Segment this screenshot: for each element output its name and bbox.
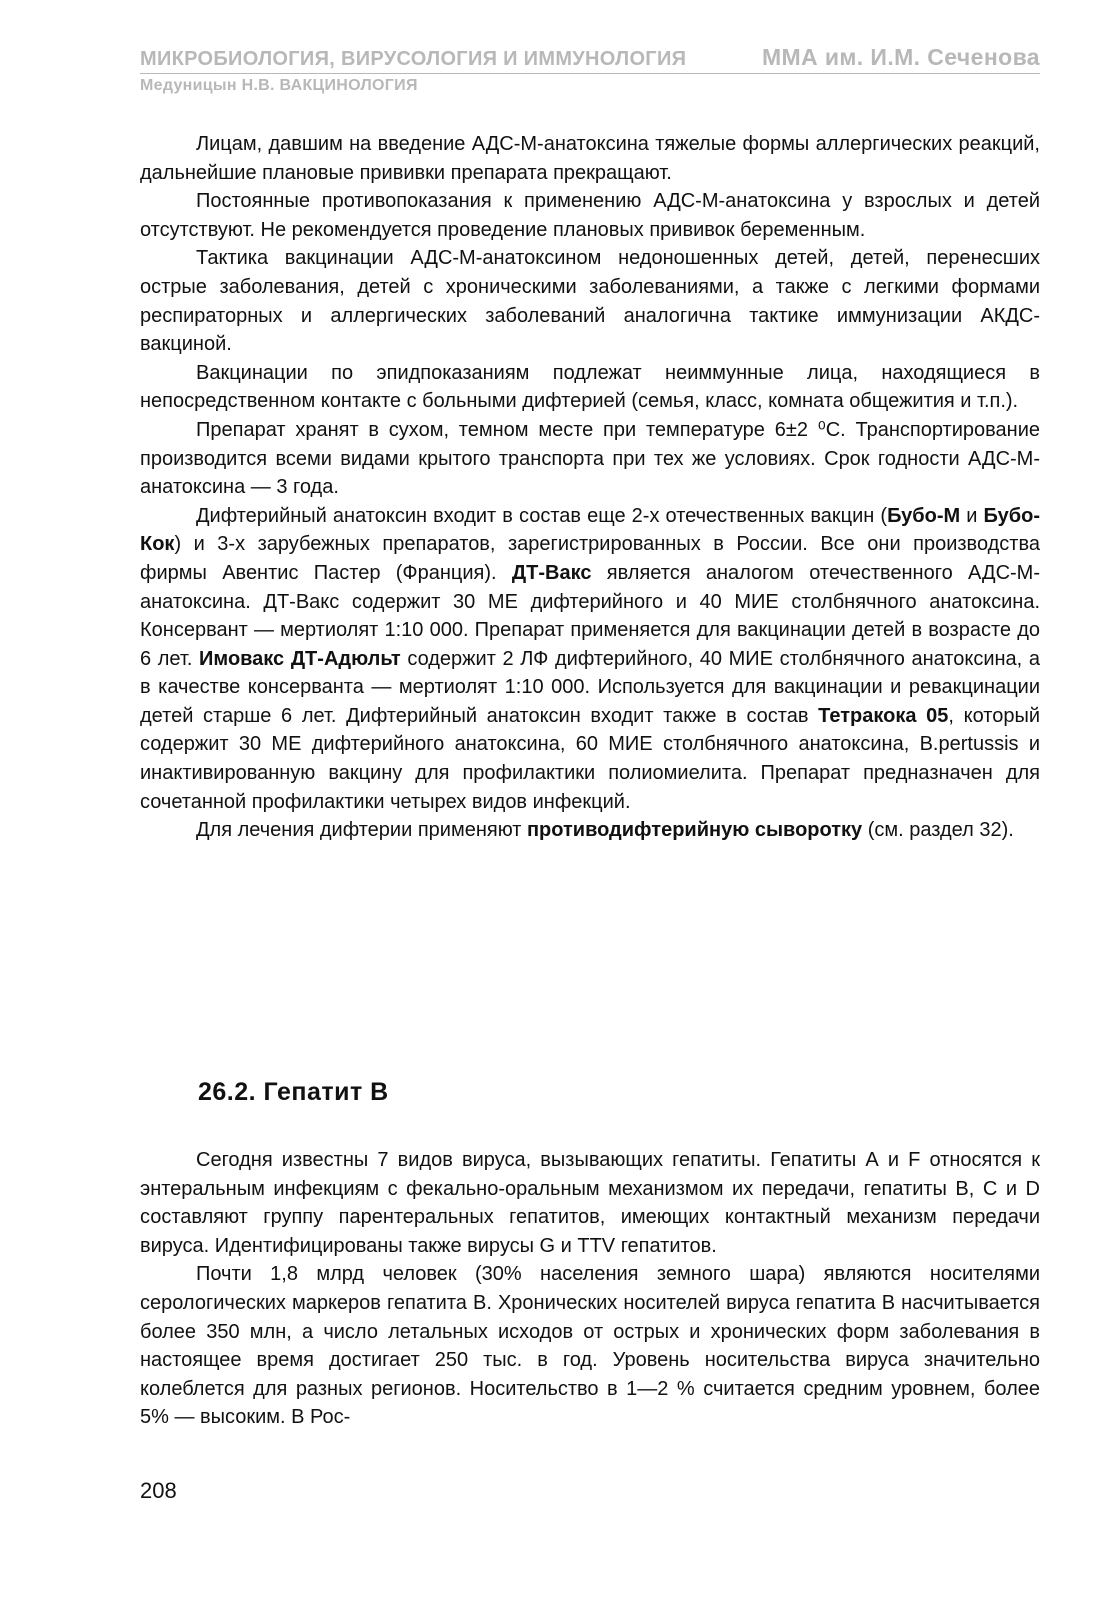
paragraph-text: ) и 3-х зарубежных препаратов, зарегистрированных в России. Все они производства фирмы Авентис Пастер (Франция).	[140, 533, 1040, 584]
running-head-top-line	[140, 44, 1040, 74]
paragraph-text: Дифтерийный анатоксин входит в состав еще 2-х отечественных вакцин (	[196, 504, 888, 527]
paragraph: Постоянные противопоказания к применению АДС-М-анатоксина у взрослых и детей отсутствуют. Не рекомендуется проведение плановых прививок беременным.	[140, 190, 1040, 241]
term-imovaks: Имовакс ДТ-Адюльт	[199, 647, 401, 670]
paragraph-vaccines	[140, 502, 1040, 817]
paragraph: Тактика вакцинации АДС-М-анатоксином недоношенных детей, детей, перенесших острые заболевания, детей с хроническими заболеваниями, а также с легкими формами респираторных и аллергических заболеваний аналогична тактике иммунизации АКДС-вакциной.	[140, 247, 1040, 356]
term-bubo-kok: Бубо-Кок	[140, 504, 1040, 556]
term-dt-vaks: ДТ-Вакс	[511, 561, 592, 584]
page-number: 208	[140, 1478, 177, 1503]
paragraph-text: Для лечения дифтерии применяют	[196, 819, 527, 842]
paragraph-text: содержит 2 ЛФ дифтерийного, 40 МИЕ столбнячного анатоксина, а в качестве консерванта — мертиолят 1:10 000. Используется для вакцинации и ревакцинации детей старше 6 лет. Дифтерийный анатоксин входит также в состав	[140, 647, 1040, 727]
paragraph: Лицам, давшим на введение АДС-М-анатоксина тяжелые формы аллергических реакций, дальнейшие плановые прививки препарата прекращают.	[140, 133, 1040, 184]
paragraph-text: является аналогом отечественного АДС-М-анатоксина. ДТ-Вакс содержит 30 МЕ дифтерийного и 40 МИЕ столбнячного анатоксина. Консервант — мертиолят 1:10 000. Препарат применяется для вакцинации детей в возрасте до 6 лет.	[140, 561, 1040, 670]
paragraph-text: и	[960, 504, 984, 527]
running-head-book-title: Медуницын Н.В. ВАКЦИНОЛОГИЯ	[140, 77, 418, 94]
section-text	[140, 1146, 1040, 1432]
paragraph-text: , который содержит 30 МЕ дифтерийного анатоксина, 60 МИЕ столбнячного анатоксина, B.pertussis и инактивированную вакцину для профилактики полиомиелита. Препарат предназначен для сочетанной профилактики четырех видов инфекций.	[140, 704, 1041, 813]
paragraph: Почти 1,8 млрд человек (30% населения земного шара) являются носителями серологических маркеров гепатита В. Хронических носителей вируса гепатита В насчитывается более 350 млн, а число летальных исходов от острых и хронических форм заболевания в настоящее время достигает 250 тыс. в год. Уровень носительства вируса значительно колеблется для разных регионов. Носительство в 1—2 % считается средним уровнем, более 5% — высоким. В Рос-	[140, 1263, 1040, 1429]
running-head	[140, 44, 1040, 95]
body-text	[140, 130, 1040, 845]
paragraph: Сегодня известны 7 видов вируса, вызывающих гепатиты. Гепатиты А и F относятся к энтеральным инфекциям с фекально-оральным механизмом их передачи, гепатиты В, С и D составляют группу парентеральных гепатитов, имеющих контактный механизм передачи вируса. Идентифицированы также вирусы G и TTV гепатитов.	[140, 1149, 1040, 1257]
paragraph: Препарат хранят в сухом, темном месте при температуре 6±2 ⁰С. Транспортирование производится всеми видами крытого транспорта при тех же условиях. Срок годности АДС-М-анатоксина — 3 года.	[140, 418, 1040, 499]
term-serum: противодифтерийную сыворотку	[526, 819, 863, 842]
paragraph-text: (см. раздел 32).	[862, 819, 1014, 842]
term-tetrakok: Тетракока 05	[818, 704, 949, 727]
running-head-institution: ММА им. И.М. Сеченова	[761, 44, 1040, 70]
term-bubo-m: Бубо-М	[887, 504, 961, 527]
section-heading: 26.2. Гепатит В	[198, 1078, 389, 1106]
running-head-course-title: МИКРОБИОЛОГИЯ, ВИРУСОЛОГИЯ И ИММУНОЛОГИЯ	[140, 48, 687, 70]
paragraph-treatment	[140, 816, 1040, 845]
paragraph: Вакцинации по эпидпоказаниям подлежат неиммунные лица, находящиеся в непосредственном контакте с больными дифтерией (семья, класс, комната общежития и т.п.).	[140, 361, 1040, 413]
